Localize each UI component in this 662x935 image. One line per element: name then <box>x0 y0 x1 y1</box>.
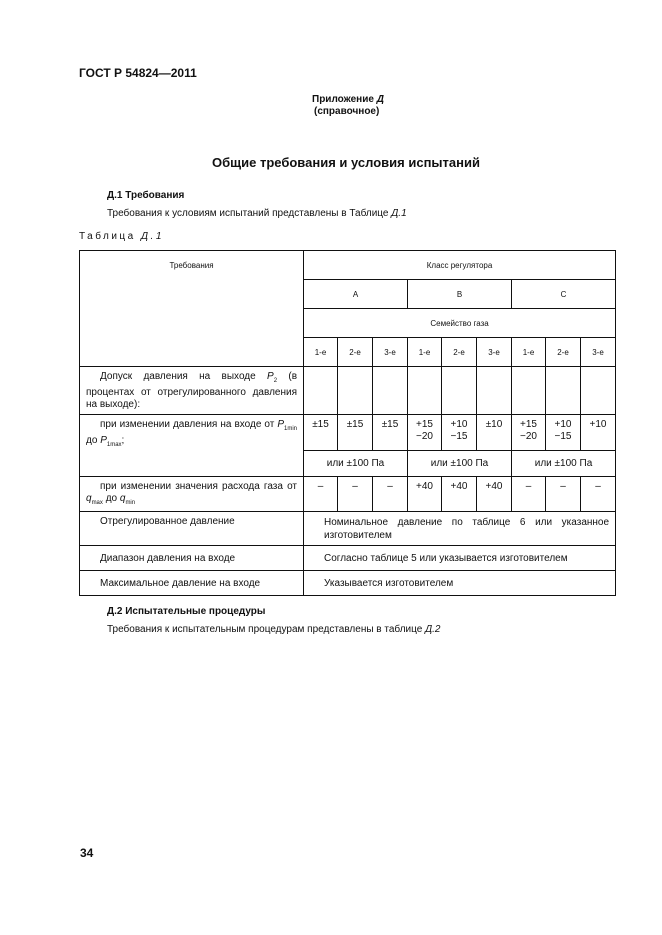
or-value-cell: или ±100 Па <box>408 451 512 477</box>
value-cell: +15 −20 <box>408 415 442 451</box>
value-cell: +15 −20 <box>512 415 546 451</box>
empty-cell <box>477 367 512 415</box>
flow-var2: q <box>119 493 126 504</box>
tolerance-label-rest: (в процентах от отрегулированного давления на выходе): <box>86 371 298 410</box>
header-family-cell: 1-е <box>304 338 338 367</box>
header-family-cell: 1-е <box>408 338 442 367</box>
empty-cell <box>442 367 477 415</box>
table-caption <box>79 231 164 242</box>
empty-cell <box>304 367 338 415</box>
section-2-sentence: Требования к испытательным процедурам представлены в таблице <box>107 624 423 635</box>
inlet-var2: P <box>100 435 107 446</box>
value-cell: – <box>338 477 373 512</box>
row-adjusted-value: Номинальное давление по таблице 6 или указанное изготовителем <box>304 512 616 546</box>
value-cell: +10 −15 <box>546 415 581 451</box>
section-2-table-ref: Д.2 <box>425 624 441 635</box>
header-regulator-class: Класс регулятора <box>304 251 616 280</box>
value-cell: – <box>581 477 616 512</box>
row-inlet-range-label: Диапазон давления на входе <box>80 546 304 571</box>
table-row <box>80 546 616 571</box>
table-row <box>80 571 616 596</box>
header-class-a: A <box>304 280 408 309</box>
appendix-kind: (справочное) <box>314 106 380 117</box>
inlet-sub2: 1max <box>106 442 122 448</box>
section-2-heading: Д.2 Испытательные процедуры <box>107 606 266 617</box>
requirements-table <box>79 250 616 596</box>
section-1-sentence: Требования к условиям испытаний представлены в Таблице <box>107 208 389 219</box>
tolerance-var: P <box>267 371 274 382</box>
empty-cell <box>546 367 581 415</box>
appendix-title: Приложение <box>312 94 374 105</box>
table-caption-ref: Д.1 <box>141 231 164 242</box>
section-2-text <box>107 624 440 635</box>
tolerance-label-text: Допуск давления на выходе <box>100 371 256 382</box>
header-family-cell: 2-е <box>442 338 477 367</box>
table-row <box>80 367 616 415</box>
header-family-cell: 2-е <box>546 338 581 367</box>
row-max-inlet-label: Максимальное давление на входе <box>80 571 304 596</box>
document-code: ГОСТ Р 54824—2011 <box>79 66 197 80</box>
appendix-label <box>300 94 500 118</box>
or-value-cell: или ±100 Па <box>304 451 408 477</box>
value-cell: ±15 <box>338 415 373 451</box>
value-cell: +10 <box>581 415 616 451</box>
empty-cell <box>373 367 408 415</box>
value-cell: ±15 <box>304 415 338 451</box>
value-cell: – <box>546 477 581 512</box>
flow-sub2: min <box>125 500 136 506</box>
value-cell: – <box>304 477 338 512</box>
value-cell: ±15 <box>373 415 408 451</box>
inlet-var1: P <box>277 419 284 430</box>
table-row <box>80 512 616 546</box>
inlet-sub1: 1min <box>284 426 298 432</box>
row-tolerance-label <box>80 367 304 415</box>
header-gas-family: Семейство газа <box>304 309 616 338</box>
row-inlet-change-label <box>80 415 304 477</box>
value-cell: +40 <box>477 477 512 512</box>
header-requirements: Требования <box>80 251 304 367</box>
inlet-change-text: при изменении давления на входе от <box>100 419 275 430</box>
value-cell: – <box>512 477 546 512</box>
inlet-post: ; <box>121 435 125 446</box>
empty-cell <box>338 367 373 415</box>
row-inlet-range-value: Согласно таблице 5 или указывается изготовителем <box>304 546 616 571</box>
table-row <box>80 415 616 451</box>
empty-cell <box>581 367 616 415</box>
header-family-cell: 1-е <box>512 338 546 367</box>
value-cell: – <box>373 477 408 512</box>
header-family-cell: 3-е <box>373 338 408 367</box>
section-1-heading: Д.1 Требования <box>107 190 185 201</box>
table-row <box>80 477 616 512</box>
page-title: Общие требования и условия испытаний <box>212 155 480 170</box>
value-cell: +10 −15 <box>442 415 477 451</box>
appendix-letter: Д <box>376 94 384 105</box>
row-max-inlet-value: Указывается изготовителем <box>304 571 616 596</box>
page-number: 34 <box>80 846 94 860</box>
row-adjusted-label: Отрегулированное давление <box>80 512 304 546</box>
value-cell: +40 <box>442 477 477 512</box>
table-caption-word: Таблица <box>79 231 136 242</box>
tolerance-sub: 2 <box>273 378 278 384</box>
inlet-mid: до <box>86 435 98 446</box>
empty-cell <box>512 367 546 415</box>
flow-var1: q <box>86 493 92 504</box>
flow-sub1: max <box>91 500 103 506</box>
header-family-cell: 2-е <box>338 338 373 367</box>
value-cell: ±10 <box>477 415 512 451</box>
empty-cell <box>408 367 442 415</box>
or-value-cell: или ±100 Па <box>512 451 616 477</box>
flow-change-text: при изменении значения расхода газа от <box>100 481 297 492</box>
header-class-c: C <box>512 280 616 309</box>
header-family-cell: 3-е <box>581 338 616 367</box>
flow-mid: до <box>105 493 118 504</box>
section-1-text <box>107 208 407 219</box>
row-flow-change-label <box>80 477 304 512</box>
section-1-table-ref: Д.1 <box>391 208 407 219</box>
value-cell: +40 <box>408 477 442 512</box>
header-class-b: B <box>408 280 512 309</box>
header-family-cell: 3-е <box>477 338 512 367</box>
